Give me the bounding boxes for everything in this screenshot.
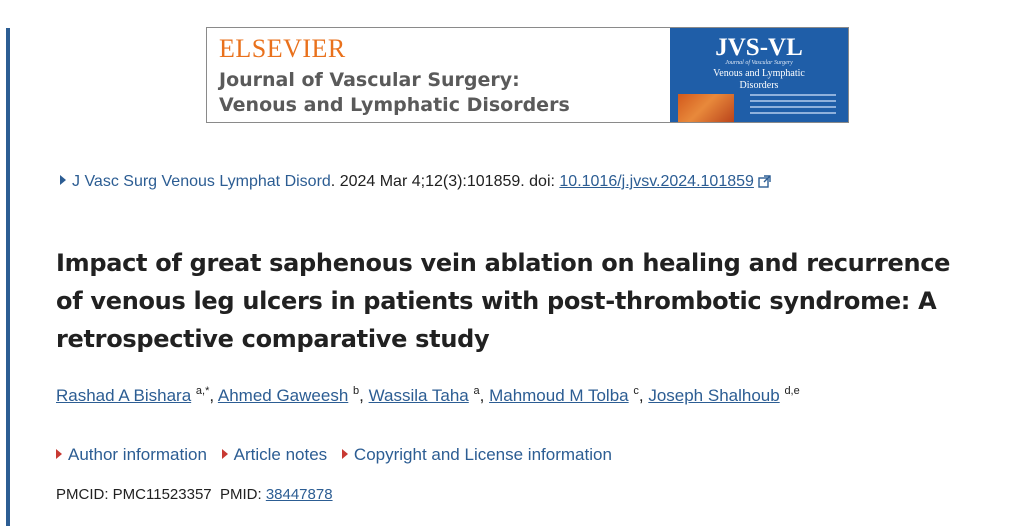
- citation-line: [60, 173, 771, 193]
- author-list: Rashad A Bishara $^{a,*}$, Ahmed Gaweesh $^b$, Wassila Taha $^a$, Mahmoud M Tolba $^c$, Joseph Shalhoub $^{d,e}$: [56, 385, 800, 405]
- copyright-license-toggle[interactable]: Copyright and License information: [342, 445, 612, 464]
- author-affiliation[interactable]: a: [473, 385, 480, 397]
- expand-triangle-icon: [60, 175, 66, 185]
- article-notes-toggle[interactable]: Article notes: [222, 445, 328, 464]
- pmid-label: PMID:: [219, 486, 266, 503]
- article-identifiers: [56, 486, 333, 503]
- cover-journal-lines: [670, 68, 848, 92]
- cover-title: JVS-VL: [715, 34, 803, 61]
- cover-text-lines: [750, 94, 836, 118]
- journal-name: [219, 68, 570, 118]
- elsevier-logo-text: ELSEVIER: [219, 34, 346, 63]
- author-affiliation[interactable]: c: [633, 385, 639, 397]
- journal-abbrev-link[interactable]: J Vasc Surg Venous Lymphat Disord: [72, 173, 331, 190]
- article-title: Impact of great saphenous vein ablation on healing and recurrence of venous leg ulcers in patients with post-thrombotic syndrome: A retrospective comparative study: [56, 249, 951, 353]
- pmcid-label: PMCID: PMC11523357: [56, 486, 212, 503]
- expand-triangle-icon: [342, 449, 348, 459]
- author-link[interactable]: Rashad A Bishara: [56, 386, 192, 405]
- author-information-toggle[interactable]: Author information: [56, 445, 207, 464]
- journal-banner[interactable]: [206, 27, 849, 123]
- left-accent-bar: [6, 28, 10, 526]
- author-link[interactable]: Wassila Taha: [368, 386, 469, 405]
- author-affiliation[interactable]: d,e: [784, 385, 800, 397]
- pmid-link[interactable]: 38447878: [265, 486, 333, 503]
- article-info-toggles: [56, 445, 622, 465]
- journal-name-line2: Venous and Lymphatic Disorders: [219, 94, 570, 116]
- expand-triangle-icon: [222, 449, 228, 459]
- expand-triangle-icon: [56, 449, 62, 459]
- cover-subtitle: Journal of Vascular Surgery: [725, 60, 793, 66]
- author-link[interactable]: Mahmoud M Tolba: [489, 386, 629, 405]
- cover-line2: Disorders: [739, 80, 779, 91]
- cover-line1: Venous and Lymphatic: [713, 68, 805, 79]
- journal-cover-image: [670, 28, 848, 123]
- doi-link[interactable]: 10.1016/j.jvsv.2024.101859: [559, 173, 754, 190]
- author-link[interactable]: Joseph Shalhoub: [648, 386, 780, 405]
- journal-name-line1: Journal of Vascular Surgery:: [219, 69, 520, 91]
- author-affiliation[interactable]: b: [353, 385, 360, 397]
- external-link-icon[interactable]: [758, 175, 771, 193]
- author-link[interactable]: Ahmed Gaweesh: [217, 386, 349, 405]
- author-affiliation[interactable]: a,*: [195, 385, 210, 397]
- citation-details: . 2024 Mar 4;12(3):101859. doi:: [330, 173, 560, 190]
- cover-photo: [678, 94, 734, 123]
